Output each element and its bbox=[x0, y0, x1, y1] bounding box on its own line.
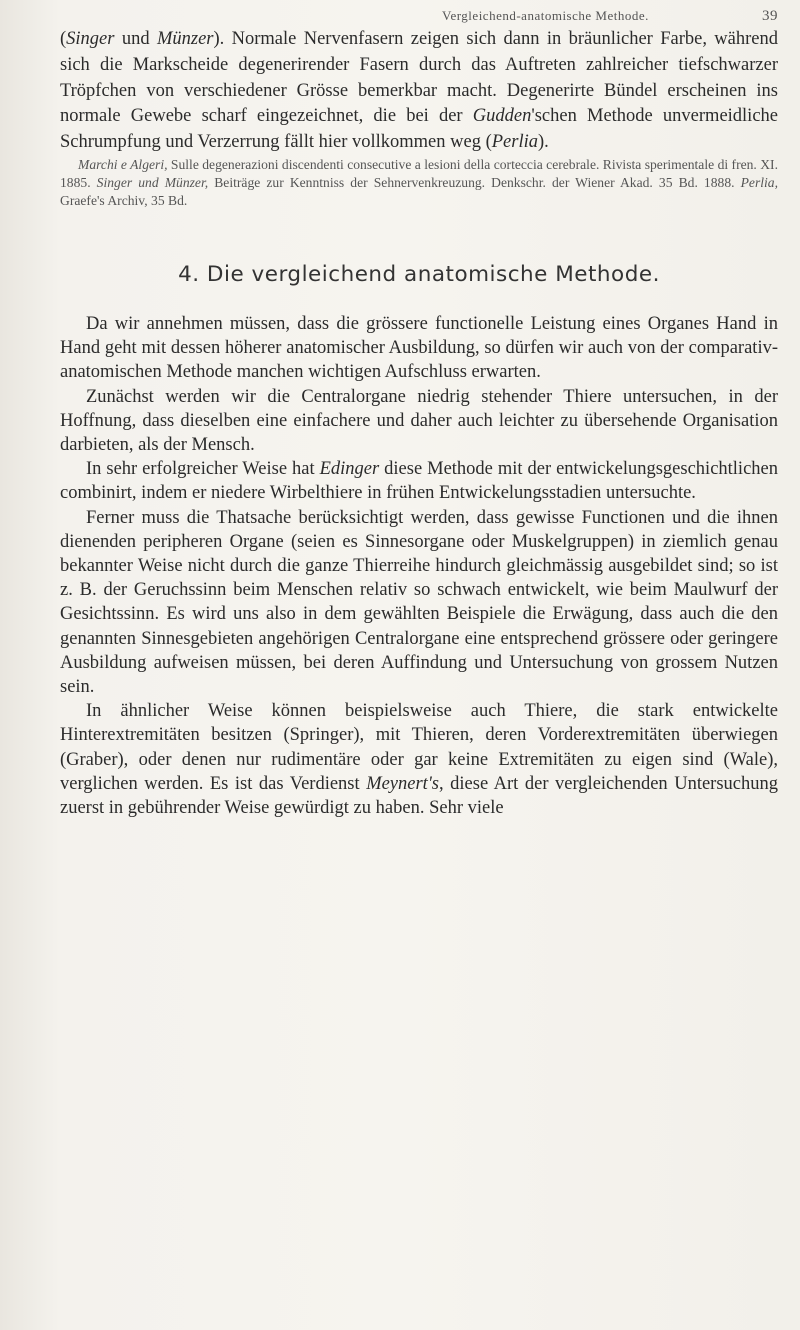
author-meynert: Meynert's bbox=[366, 773, 439, 794]
author-muenzer: Münzer bbox=[156, 29, 214, 49]
page-number: 39 bbox=[762, 8, 778, 24]
paragraph-4: Ferner muss die Thatsache berücksichtigt werden, dass gewisse Functionen und die ihnen dienenden peripheren Organe (seien es Sinnesorgane oder Muskelgruppen) in ziemlich genau bekannter Weise nicht durch die ganze Thierreihe hindurch gleichmässig ausgebildet sind; so ist z. B. der Geruchssinn beim Menschen relativ so schwach entwickelt, wie beim Maulwurf der Gesichtssinn. Es wird uns also in dem gewählten Beispiele die Erwägung, dass auch die den genannten Sinnesgebieten angehörigen Centralorgane eine entsprechend grössere oder geringere Ausbildung aufweisen müssen, bei deren Auffindung und Untersuchung von grossem Nutzen sein. bbox=[60, 507, 778, 698]
section-body bbox=[60, 312, 778, 820]
continuation-paragraph: (Singer und Münzer). Normale Nervenfasern zeigen sich dann in bräunlicher Farbe, während sich die Markscheide degenerirender Fasern durch das Auftreten zahlreicher tiefschwarzer Tröpfchen von verschiedener Grösse bemerkbar macht. Degenerirte Bündel erscheinen ins normale Gewebe scharf eingezeichnet, die bei der Gudden'schen Methode unvermeidliche Schrumpfung und Verzerrung fällt hier vollkommen weg (Perlia). bbox=[60, 29, 779, 153]
author-perlia: Perlia bbox=[491, 132, 538, 153]
section-heading: 4. Die vergleichend anatomische Methode. bbox=[178, 262, 660, 287]
author-gudden: Gudden bbox=[472, 106, 532, 127]
paragraph-1: Da wir annehmen müssen, dass die grössere functionelle Leistung eines Organes Hand in Hand geht mit dessen höherer anatomischer Ausbildung, so dürfen wir auch von der comparativ-anatomischen Methode manchen wichtigen Aufschluss erwarten. bbox=[60, 314, 778, 383]
paragraph-5: In ähnlicher Weise können beispielsweise auch Thiere, die stark entwickelte Hinterextremitäten besitzen (Springer), mit Thieren, deren Vorderextremitäten überwiegen (Graber), oder denen nur rudimentäre oder gar keine Extremitäten zu eigen sind (Wale), verglichen werden. Es ist das Verdienst Meynert's, diese Art der vergleichenden Untersuchung zuerst in gebührender Weise gewürdigt zu haben. Sehr viele bbox=[60, 701, 778, 819]
literature-references: Marchi e Algeri, Sulle degenerazioni discendenti consecutive a lesioni della corteccia cerebrale. Rivista sperimentale di fren. XI. 1885. Singer und Münzer, Beiträge zur Kenntniss der Sehnervenkreuzung. Denkschr. der Wiener Akad. 35 Bd. 1888. Perlia, Graefe's Archiv, 35 Bd. bbox=[60, 157, 778, 208]
paragraph-2: Zunächst werden wir die Centralorgane niedrig stehender Thiere untersuchen, in der Hoffnung, dass dieselben eine einfachere und daher auch leichter zu übersehende Organisation darbieten, als der Mensch. bbox=[60, 386, 778, 456]
author-singer: Singer bbox=[66, 29, 115, 49]
ref-marchi-algeri: Marchi e Algeri, bbox=[78, 157, 168, 172]
ref-perlia: Perlia, bbox=[740, 174, 778, 190]
paragraph-3: In sehr erfolgreicher Weise hat Edinger diese Methode mit der entwickelungsgeschichtlichen combinirt, indem er niedere Wirbelthiere in frühen Entwickelungsstadien untersuchte. bbox=[60, 459, 778, 504]
running-head bbox=[320, 6, 778, 26]
running-head-title: Vergleichend-anatomische Methode. bbox=[442, 8, 649, 23]
ref-singer-muenzer: Singer und Münzer, bbox=[96, 174, 209, 190]
author-edinger: Edinger bbox=[319, 459, 380, 480]
